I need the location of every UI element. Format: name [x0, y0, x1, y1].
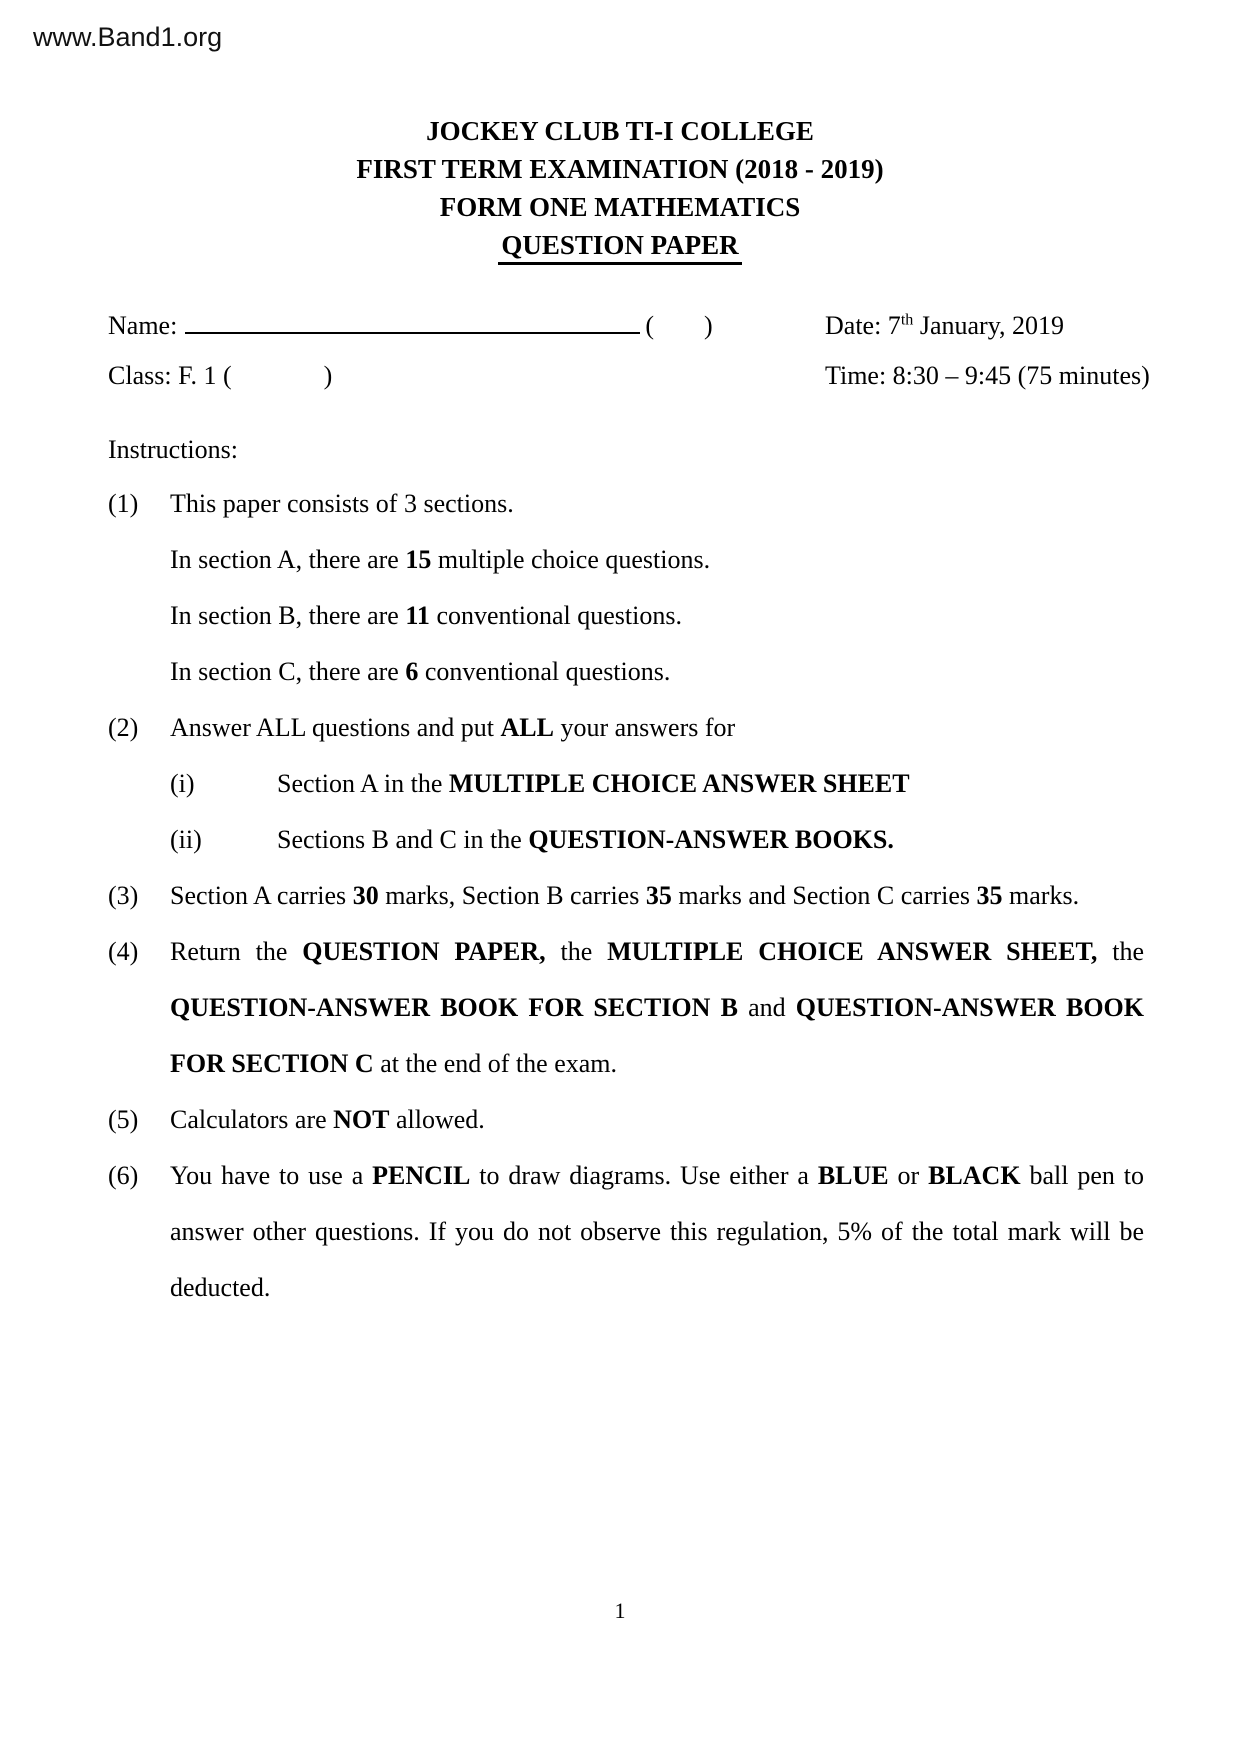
time-label: Time: 8:30 – 9:45 (75 minutes) — [825, 361, 1150, 390]
paper-type-line — [0, 226, 1240, 265]
item-text — [170, 476, 1144, 532]
bold-text-segment: BLACK — [928, 1161, 1021, 1190]
instruction-item — [108, 1148, 1144, 1316]
item-text — [170, 700, 1144, 756]
item-number: (6) — [108, 1161, 139, 1190]
text-segment: Return the — [170, 937, 303, 966]
school-name: JOCKEY CLUB TI-I COLLEGE — [426, 116, 814, 146]
page-number: 1 — [614, 1598, 626, 1623]
instruction-subline — [108, 644, 1144, 700]
class-paren-close: ) — [323, 361, 333, 390]
item-text — [170, 588, 1144, 644]
instruction-item — [108, 476, 1144, 532]
name-paren-close: ) — [703, 311, 713, 340]
name-paren-open: ( — [645, 311, 654, 340]
bold-text-segment: 35 — [976, 881, 1003, 910]
instructions-list — [108, 476, 1144, 1316]
item-text — [277, 756, 1144, 812]
bold-text-segment: QUESTION-ANSWER BOOK FOR SECTION C — [170, 993, 1144, 1078]
item-text — [170, 644, 1144, 700]
bold-text-segment: 35 — [645, 881, 672, 910]
text-segment: the — [1097, 937, 1145, 966]
name-row — [108, 308, 713, 344]
text-segment: allowed. — [389, 1105, 485, 1134]
date-prefix: Date: 7 — [825, 311, 901, 340]
item-text — [277, 812, 1144, 868]
text-segment: Answer ALL questions and put — [170, 713, 501, 742]
paper-type: QUESTION PAPER — [498, 230, 741, 265]
bold-text-segment: MULTIPLE CHOICE ANSWER SHEET, — [607, 937, 1098, 966]
class-row — [108, 358, 332, 394]
instructions-heading: Instructions: — [108, 435, 238, 464]
bold-text-segment: QUESTION-ANSWER BOOKS. — [528, 825, 894, 854]
text-segment: the — [545, 937, 608, 966]
instruction-subitem — [108, 812, 1144, 868]
text-segment: Section A carries — [170, 881, 353, 910]
subitem-label: (ii) — [170, 825, 202, 854]
item-text — [170, 868, 1144, 924]
instruction-item — [108, 924, 1144, 1092]
text-segment: In section B, there are — [170, 601, 406, 630]
text-segment: conventional questions. — [429, 601, 682, 630]
bold-text-segment: NOT — [333, 1105, 390, 1134]
text-segment: marks, Section B carries — [378, 881, 646, 910]
text-segment: marks. — [1002, 881, 1080, 910]
bold-text-segment: 15 — [405, 545, 432, 574]
item-number: (5) — [108, 1105, 139, 1134]
text-segment: Section A in the — [277, 769, 449, 798]
time-row — [825, 358, 1150, 394]
item-number: (4) — [108, 937, 139, 966]
bold-text-segment: 11 — [405, 601, 430, 630]
text-segment: ball pen to answer other questions. If you do not observe this regulation, 5% of the total mark will be deducted. — [170, 1161, 1144, 1302]
instruction-item — [108, 700, 1144, 756]
text-segment: to draw diagrams. Use either a — [470, 1161, 818, 1190]
item-text — [170, 924, 1144, 1092]
bold-text-segment: 30 — [352, 881, 379, 910]
text-segment: and — [737, 993, 796, 1022]
item-number: (3) — [108, 881, 139, 910]
subject-name: FORM ONE MATHEMATICS — [439, 192, 801, 222]
name-label: Name: — [108, 311, 178, 340]
item-text — [170, 1148, 1144, 1316]
instruction-item — [108, 1092, 1144, 1148]
bold-text-segment: ALL — [500, 713, 554, 742]
item-number: (1) — [108, 489, 139, 518]
text-segment: marks and Section C carries — [671, 881, 977, 910]
exam-name: FIRST TERM EXAMINATION (2018 - 2019) — [356, 154, 884, 184]
item-text — [170, 532, 1144, 588]
instructions-section — [108, 424, 1144, 1316]
date-row — [825, 308, 1064, 344]
instruction-subitem — [108, 756, 1144, 812]
bold-text-segment: QUESTION-ANSWER BOOK FOR SECTION B — [170, 993, 738, 1022]
text-segment: Sections B and C in the — [277, 825, 529, 854]
item-number: (2) — [108, 713, 139, 742]
date-ordinal-suffix: th — [900, 311, 914, 329]
instruction-subline — [108, 588, 1144, 644]
instruction-subline — [108, 532, 1144, 588]
bold-text-segment: MULTIPLE CHOICE ANSWER SHEET — [448, 769, 910, 798]
text-segment: This paper consists of 3 sections. — [170, 489, 514, 518]
item-text — [170, 1092, 1144, 1148]
bold-text-segment: 6 — [405, 657, 419, 686]
watermark-text: www.Band1.org — [33, 22, 223, 52]
exam-title-block — [0, 112, 1240, 265]
text-segment: at the end of the exam. — [373, 1049, 617, 1078]
text-segment: In section C, there are — [170, 657, 406, 686]
bold-text-segment: QUESTION PAPER, — [302, 937, 546, 966]
text-segment: In section A, there are — [170, 545, 406, 574]
text-segment: multiple choice questions. — [431, 545, 711, 574]
text-segment: or — [888, 1161, 929, 1190]
bold-text-segment: BLUE — [817, 1161, 889, 1190]
text-segment: You have to use a — [170, 1161, 373, 1190]
subitem-label: (i) — [170, 769, 195, 798]
text-segment: your answers for — [553, 713, 736, 742]
date-suffix: January, 2019 — [913, 311, 1065, 340]
bold-text-segment: PENCIL — [372, 1161, 471, 1190]
name-fill-line — [185, 332, 640, 334]
class-label: Class: F. 1 ( — [108, 361, 232, 390]
instruction-item — [108, 868, 1144, 924]
text-segment: Calculators are — [170, 1105, 334, 1134]
text-segment: conventional questions. — [418, 657, 671, 686]
